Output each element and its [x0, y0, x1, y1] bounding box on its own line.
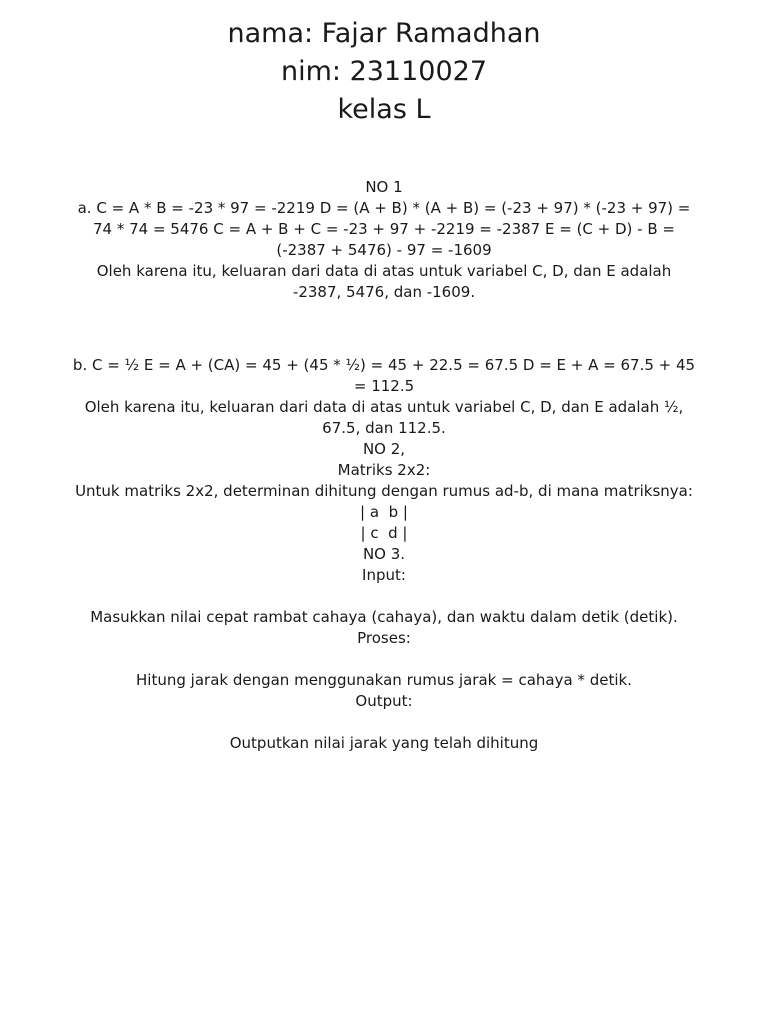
- no3-process-text: Hitung jarak dengan menggunakan rumus jarak = cahaya * detik.: [136, 671, 632, 689]
- no2-subheading: Matriks 2x2:: [337, 461, 431, 479]
- no3-heading: NO 3.: [362, 545, 406, 563]
- student-nim: nim: 23110027: [280, 56, 488, 87]
- no2-heading: NO 2,: [362, 440, 406, 458]
- no2-description: Untuk matriks 2x2, determinan dihitung dengan rumus ad-b, di mana matriksnya:: [75, 482, 693, 500]
- no3-output-label: Output:: [355, 692, 413, 710]
- no3-input-label: Input:: [362, 566, 406, 584]
- spacer: [72, 712, 696, 733]
- no1-heading: NO 1: [365, 178, 403, 196]
- spacer: [72, 649, 696, 670]
- spacer: [72, 334, 696, 355]
- matrix-row-2: | c d |: [360, 524, 408, 542]
- no3-output-text: Outputkan nilai jarak yang telah dihitung: [229, 734, 539, 752]
- matrix-row-1: | a b |: [360, 503, 408, 521]
- no1-part-b-equations: b. C = ½ E = A + (CA) = 45 + (45 * ½) = 45 + 22.5 = 67.5 D = E + A = 67.5 + 45 = 112.5: [72, 356, 700, 395]
- no1-part-a-conclusion: Oleh karena itu, keluaran dari data di atas untuk variabel C, D, dan E adalah -2387, 5476, dan -1609.: [96, 262, 677, 301]
- no3-process-label: Proses:: [357, 629, 411, 647]
- no1-part-a-equations: a. C = A * B = -23 * 97 = -2219 D = (A + B) * (A + B) = (-23 + 97) * (-23 + 97) = 74 * 74 = 5476 C = A + B + C = -23 + 97 + -2219 = -2387 E = (C + D) - B = (-2387 + 5476) - 97 = -1609: [77, 199, 696, 259]
- document-header: [0, 15, 768, 129]
- no3-input-text: Masukkan nilai cepat rambat cahaya (cahaya), dan waktu dalam detik (detik).: [90, 608, 678, 626]
- student-class: kelas L: [337, 94, 431, 125]
- spacer: [72, 303, 696, 334]
- student-name: nama: Fajar Ramadhan: [227, 18, 541, 49]
- no1-part-b-conclusion: Oleh karena itu, keluaran dari data di atas untuk variabel C, D, dan E adalah ½, 67.5, dan 112.5.: [84, 398, 689, 437]
- spacer: [72, 586, 696, 607]
- document-body: [72, 177, 700, 754]
